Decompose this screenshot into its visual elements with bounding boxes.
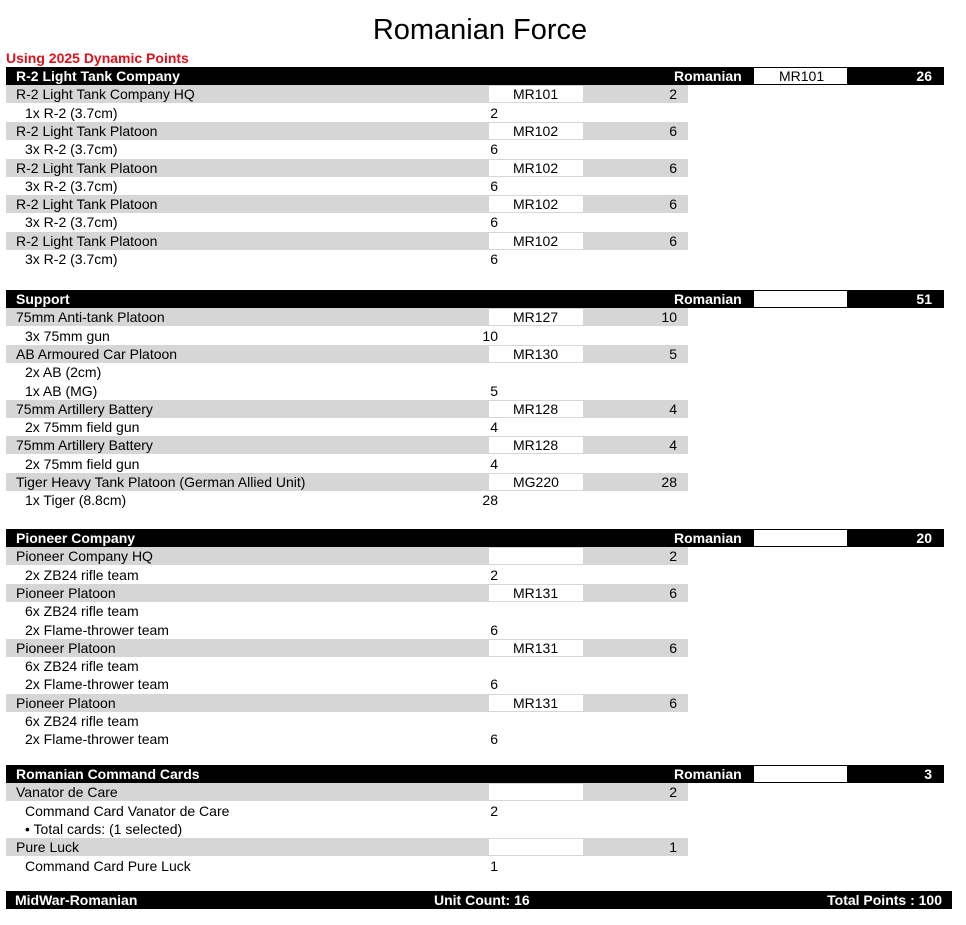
footer-bar: [0, 891, 960, 909]
unit-item-row: [0, 213, 960, 231]
unit-row: [0, 436, 960, 454]
unit-item-row: [0, 730, 960, 748]
item-points: 4: [490, 419, 498, 436]
unit-code: MR128: [489, 401, 583, 417]
unit-code: [489, 839, 583, 855]
unit-row: [0, 584, 960, 602]
unit-points: 6: [669, 639, 677, 656]
section-header: [0, 67, 960, 85]
bullet-dot: •: [25, 820, 34, 837]
section-code-blank: [754, 530, 847, 546]
section-nation: Romanian: [674, 766, 742, 782]
item-points: [460, 602, 498, 620]
unit-name: Tiger Heavy Tank Platoon (German Allied Unit): [16, 474, 306, 490]
points-system-note: Using 2025 Dynamic Points: [6, 50, 189, 66]
section-points: 3: [924, 766, 932, 782]
unit-name: Pioneer Platoon: [16, 584, 116, 601]
item-text: Command Card Pure Luck: [25, 857, 191, 874]
item-text: 2x AB (2cm): [25, 364, 102, 381]
unit-item-row: [0, 657, 960, 675]
bullet-item: [25, 820, 182, 838]
item-text: 3x 75mm gun: [25, 327, 110, 344]
unit-name: 75mm Artillery Battery: [16, 400, 153, 417]
unit-name: R-2 Light Tank Platoon: [16, 196, 158, 213]
unit-name: R-2 Light Tank Company HQ: [16, 86, 195, 103]
item-text: 3x R-2 (3.7cm): [25, 141, 118, 158]
unit-name: Pioneer Company HQ: [16, 548, 153, 565]
unit-item-row: [0, 621, 960, 639]
unit-item-row: [0, 140, 960, 158]
item-points: 6: [490, 621, 498, 638]
item-points: 6: [490, 214, 498, 231]
unit-points: 6: [669, 159, 677, 176]
unit-code: MG220: [489, 474, 583, 490]
unit-points: 10: [661, 309, 677, 326]
item-text: 2x Flame-thrower team: [25, 731, 169, 748]
unit-item-row: [0, 820, 960, 838]
item-points: 1: [490, 857, 498, 874]
unit-name: 75mm Artillery Battery: [16, 437, 153, 454]
item-points: 2: [490, 802, 498, 819]
bullet-text: Total cards: (1 selected): [33, 820, 183, 837]
unit-code: MR131: [489, 695, 583, 711]
unit-points: 2: [669, 86, 677, 103]
item-points: [460, 657, 498, 675]
item-text: 1x AB (MG): [25, 382, 98, 399]
unit-row: [0, 547, 960, 565]
unit-code: MR131: [489, 640, 583, 656]
section-nation: Romanian: [674, 291, 742, 307]
unit-row: [0, 345, 960, 363]
unit-points: 5: [669, 345, 677, 362]
item-text: 1x Tiger (8.8cm): [25, 492, 127, 509]
unit-name: Pure Luck: [16, 839, 80, 856]
unit-points: 6: [669, 122, 677, 139]
item-points: 2: [490, 104, 498, 121]
unit-row: [0, 232, 960, 250]
unit-code: MR131: [489, 585, 583, 601]
section-header: [0, 765, 960, 783]
unit-code: MR127: [489, 309, 583, 325]
page-title: Romanian Force: [372, 14, 588, 46]
item-text: 6x ZB24 rifle team: [25, 658, 139, 675]
section-points: 51: [916, 291, 932, 307]
army-name: MidWar-Romanian: [15, 892, 138, 908]
section-header: [0, 290, 960, 308]
unit-row: [0, 783, 960, 801]
item-points: [460, 363, 498, 381]
section-code: MR101: [754, 68, 847, 84]
unit-row: [0, 159, 960, 177]
unit-name: R-2 Light Tank Platoon: [16, 122, 158, 139]
section-nation: Romanian: [674, 68, 742, 84]
item-text: 3x R-2 (3.7cm): [25, 177, 118, 194]
unit-item-row: [0, 602, 960, 620]
item-points: 6: [490, 251, 498, 267]
unit-item-row: [0, 491, 960, 509]
unit-item-row: [0, 566, 960, 584]
unit-code: MR130: [489, 346, 583, 362]
unit-name: R-2 Light Tank Platoon: [16, 159, 158, 176]
unit-points: 4: [669, 400, 677, 417]
unit-points: 28: [661, 474, 677, 490]
unit-points: 4: [669, 437, 677, 454]
item-text: 2x Flame-thrower team: [25, 621, 169, 638]
unit-item-row: [0, 250, 960, 268]
unit-row: [0, 694, 960, 712]
unit-code: MR102: [489, 160, 583, 176]
unit-points: 6: [669, 196, 677, 213]
item-text: Command Card Vanator de Care: [25, 802, 230, 819]
unit-points: 6: [669, 694, 677, 711]
item-points: [460, 712, 498, 730]
unit-item-row: [0, 418, 960, 436]
unit-item-row: [0, 857, 960, 875]
unit-item-row: [0, 382, 960, 400]
unit-name: Vanator de Care: [16, 784, 118, 801]
section-name: Support: [16, 291, 70, 307]
item-points: 6: [490, 141, 498, 158]
unit-row: [0, 122, 960, 140]
unit-row: [0, 308, 960, 326]
item-points: [460, 820, 498, 838]
section-code-blank: [754, 291, 847, 307]
item-text: 3x R-2 (3.7cm): [25, 251, 118, 267]
item-text: 6x ZB24 rifle team: [25, 713, 139, 729]
unit-item-row: [0, 363, 960, 381]
item-points: 2: [490, 566, 498, 583]
item-points: 4: [490, 455, 498, 472]
unit-points: 2: [669, 548, 677, 565]
unit-row: [0, 639, 960, 657]
unit-item-row: [0, 455, 960, 473]
unit-name: Pioneer Platoon: [16, 639, 116, 656]
unit-name: AB Armoured Car Platoon: [16, 345, 178, 362]
section-name: Romanian Command Cards: [16, 766, 200, 782]
unit-code: MR102: [489, 123, 583, 139]
item-points: 6: [490, 731, 498, 748]
unit-count: Unit Count: 16: [434, 892, 530, 908]
unit-code: MR128: [489, 437, 583, 453]
unit-name: R-2 Light Tank Platoon: [16, 232, 158, 249]
total-points: Total Points : 100: [827, 892, 942, 908]
unit-code: MR102: [489, 233, 583, 249]
unit-item-row: [0, 327, 960, 345]
section-name: R-2 Light Tank Company: [16, 68, 180, 84]
item-points: 28: [482, 492, 498, 509]
unit-name: 75mm Anti-tank Platoon: [16, 309, 165, 326]
unit-row: [0, 195, 960, 213]
section-nation: Romanian: [674, 530, 742, 546]
item-text: 1x R-2 (3.7cm): [25, 104, 118, 121]
item-text: 6x ZB24 rifle team: [25, 603, 139, 620]
unit-name: Pioneer Platoon: [16, 694, 116, 711]
section-code-blank: [754, 766, 847, 782]
unit-row: [0, 473, 960, 491]
unit-row: [0, 838, 960, 856]
item-points: 6: [490, 676, 498, 693]
unit-code: MR101: [489, 86, 583, 102]
unit-row: [0, 400, 960, 418]
unit-row: [0, 85, 960, 103]
unit-points: 6: [669, 232, 677, 249]
section-name: Pioneer Company: [16, 530, 136, 546]
unit-item-row: [0, 675, 960, 693]
unit-item-row: [0, 177, 960, 195]
unit-code: MR102: [489, 196, 583, 212]
item-text: 3x R-2 (3.7cm): [25, 214, 118, 231]
item-text: 2x ZB24 rifle team: [25, 566, 139, 583]
item-text: 2x 75mm field gun: [25, 455, 140, 472]
unit-points: 6: [669, 584, 677, 601]
section-points: 20: [916, 530, 932, 546]
item-text: 2x Flame-thrower team: [25, 676, 169, 693]
item-points: 6: [490, 177, 498, 194]
section-header: [0, 529, 960, 547]
unit-item-row: [0, 104, 960, 122]
unit-item-row: [0, 802, 960, 820]
item-points: 5: [490, 382, 498, 399]
section-points: 26: [916, 68, 932, 84]
unit-points: 1: [669, 839, 677, 856]
unit-code: [489, 784, 583, 800]
unit-points: 2: [669, 784, 677, 801]
item-points: 10: [482, 327, 498, 344]
unit-code: [489, 548, 583, 564]
unit-item-row: [0, 712, 960, 730]
item-text: 2x 75mm field gun: [25, 419, 140, 436]
